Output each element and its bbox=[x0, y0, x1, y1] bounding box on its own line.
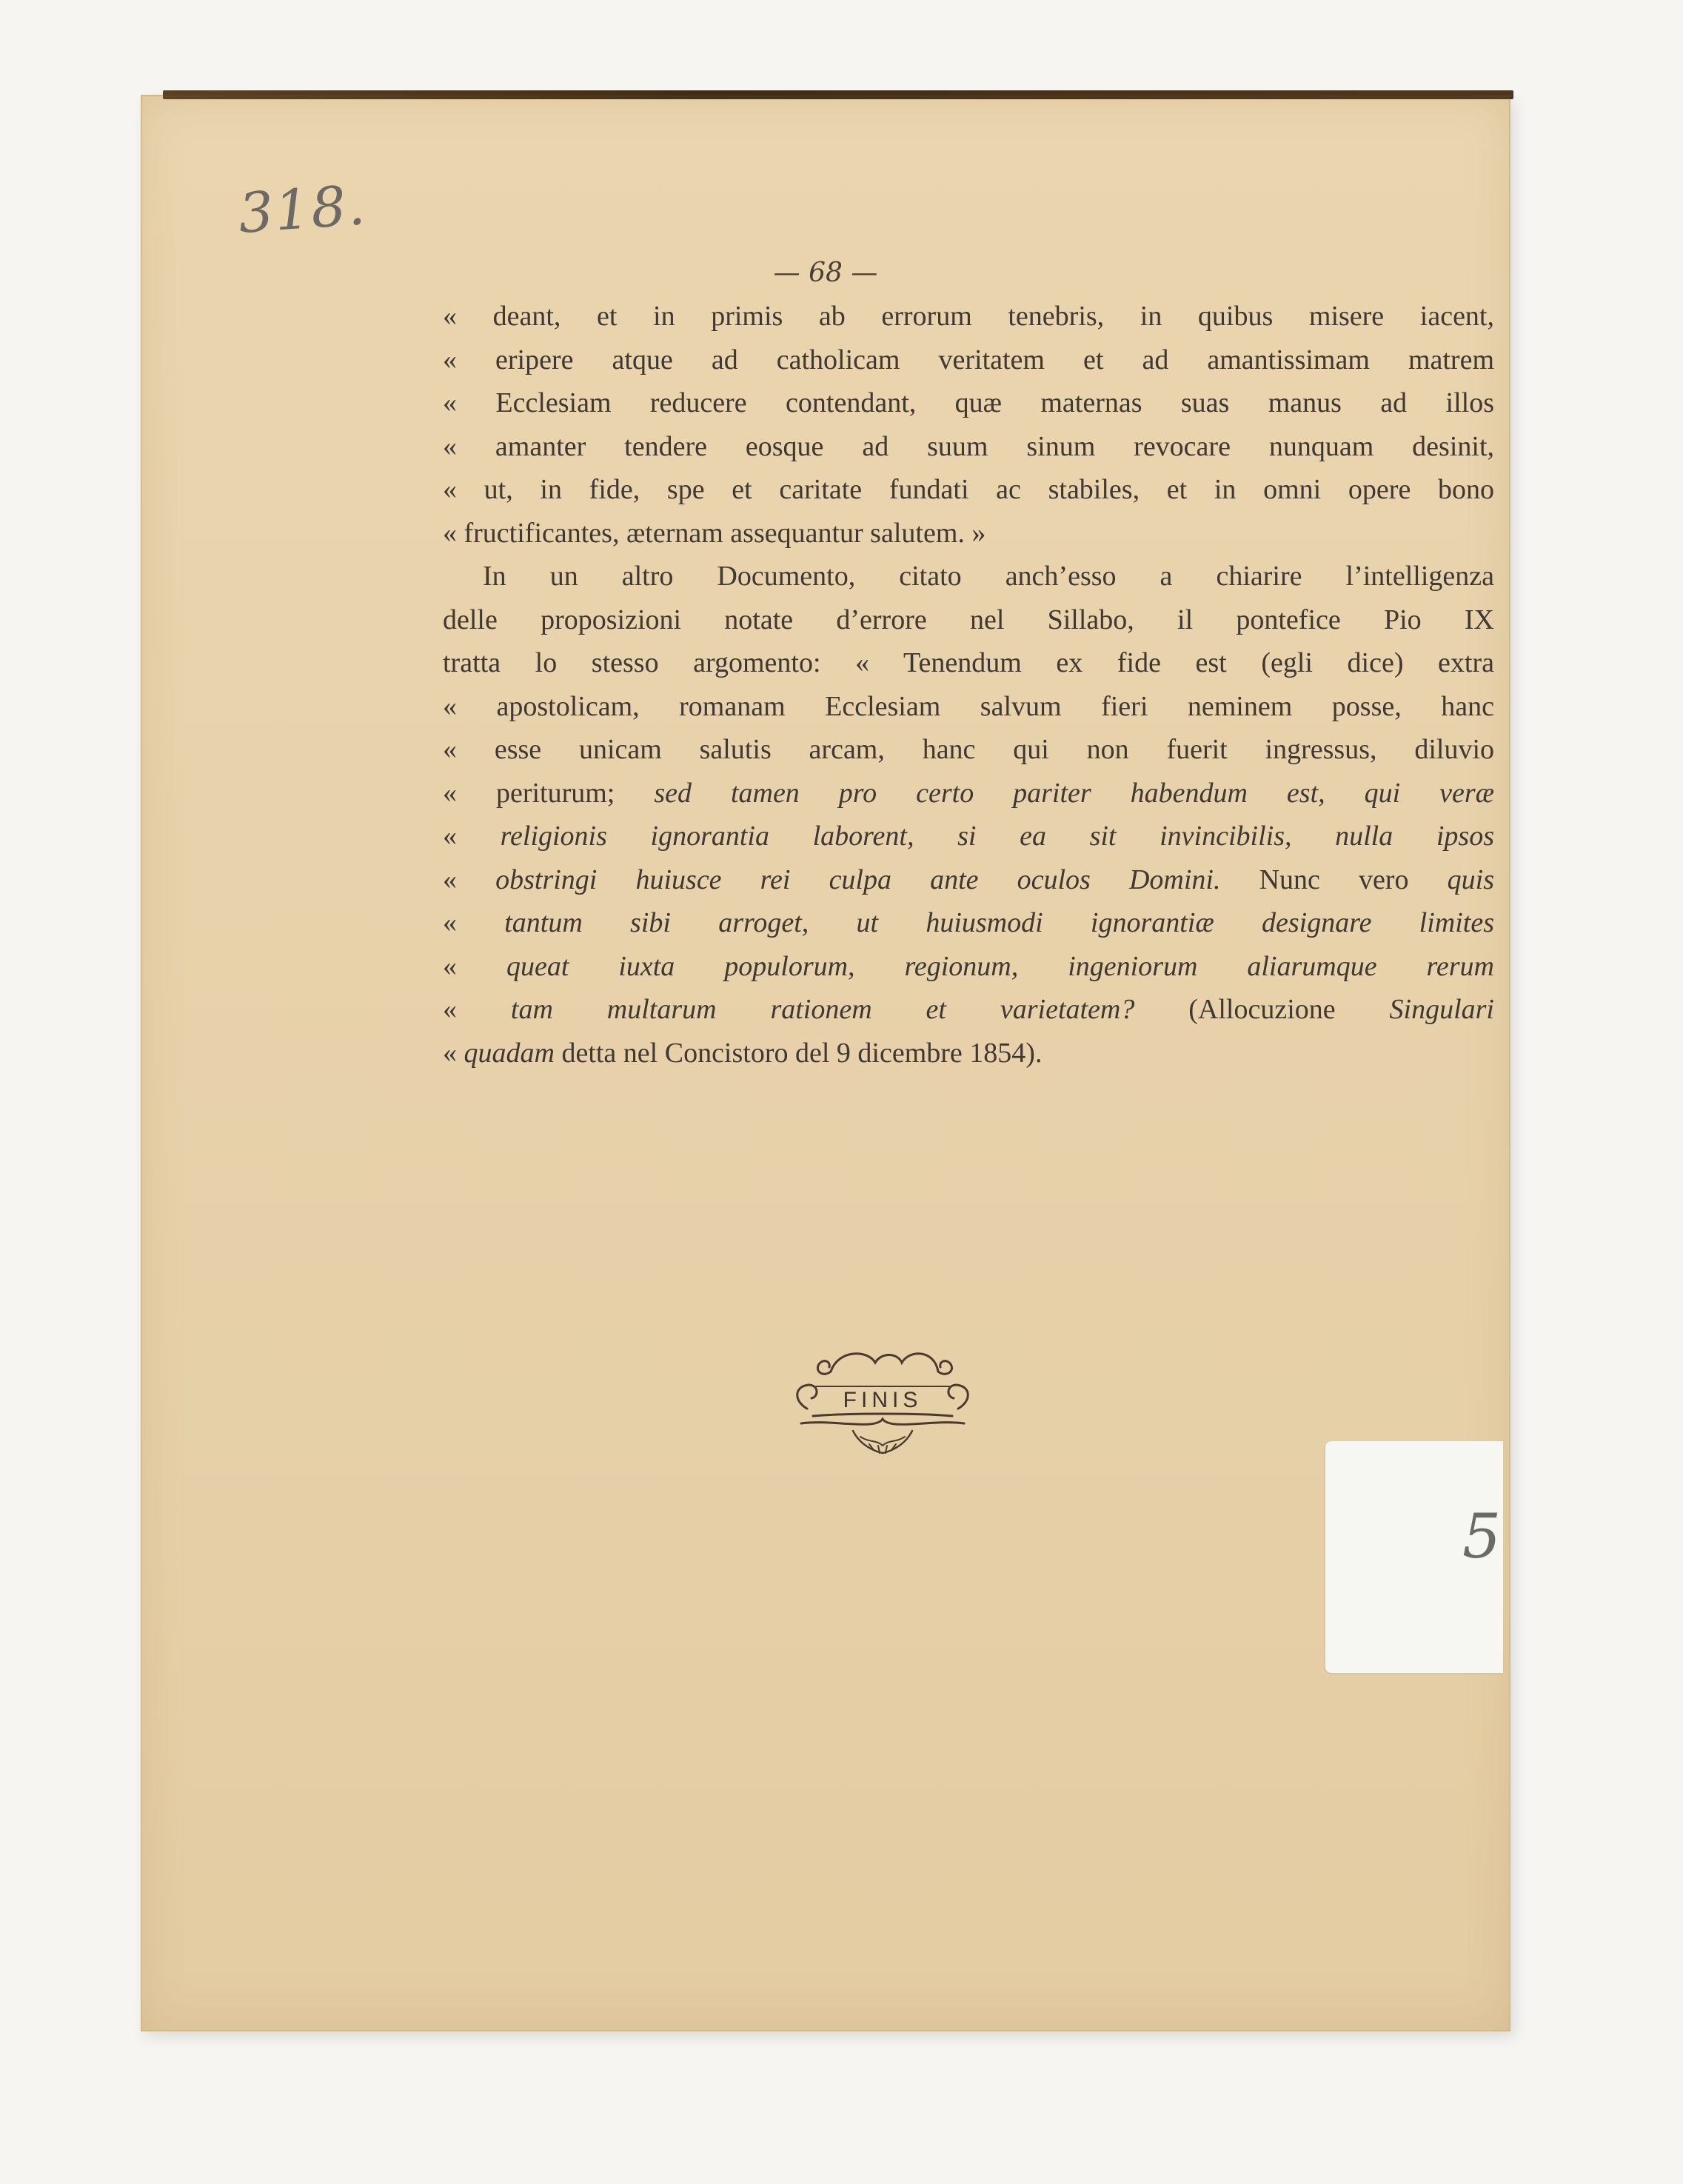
text-run: « amanter tendere eosque ad suum sinum revocare nunquam desinit, bbox=[443, 430, 1494, 462]
finis-ornament bbox=[786, 1342, 979, 1460]
italic-text-run: sed tamen pro certo pariter habendum est, qui veræ bbox=[654, 777, 1494, 809]
text-run: « ut, in fide, spe et caritate fundati ac stabiles, et in omni opere bono bbox=[443, 474, 1494, 505]
document-page bbox=[141, 95, 1510, 2031]
text-run: « bbox=[443, 1037, 464, 1069]
text-run: « deant, et in primis ab errorum tenebris, in quibus misere iacent, bbox=[443, 301, 1494, 332]
handwritten-shelf-mark: 318. bbox=[236, 173, 369, 246]
text-line bbox=[443, 685, 1494, 729]
text-line bbox=[443, 858, 1494, 902]
text-run: « eripere atque ad catholicam veritatem et ad amantissimam matrem bbox=[443, 344, 1494, 375]
text-run: « periturum; bbox=[443, 777, 655, 809]
text-run: In un altro Documento, citato anch’esso a chiarire l’intelligenza bbox=[483, 561, 1494, 592]
text-run: « bbox=[443, 907, 505, 938]
text-line bbox=[443, 555, 1494, 598]
text-line bbox=[443, 728, 1494, 772]
text-line bbox=[443, 512, 1494, 555]
text-run: « bbox=[443, 821, 501, 852]
label-number: 5 bbox=[1462, 1502, 1502, 1572]
italic-text-run: quadam bbox=[464, 1037, 555, 1069]
text-line bbox=[443, 815, 1494, 858]
finis-label: FINIS bbox=[843, 1388, 923, 1412]
text-run: Nunc vero bbox=[1220, 864, 1448, 895]
italic-text-run: tantum sibi arroget, ut huiusmodi ignorantiæ designare limites bbox=[504, 907, 1495, 938]
text-run: « apostolicam, romanam Ecclesiam salvum fieri neminem posse, hanc bbox=[443, 690, 1494, 722]
italic-text-run: tam multarum rationem et varietatem? bbox=[510, 994, 1135, 1025]
text-run: « bbox=[443, 994, 511, 1025]
italic-text-run: religionis ignorantia laborent, si ea sit invincibilis, nulla ipsos bbox=[500, 821, 1494, 852]
italic-text-run: queat iuxta populorum, regionum, ingeniorum aliarumque rerum bbox=[506, 950, 1494, 982]
text-line bbox=[443, 641, 1494, 685]
text-run: « bbox=[443, 950, 506, 982]
text-run: tratta lo stesso argomento: « Tenendum ex fide est (egli dice) extra bbox=[443, 647, 1494, 678]
italic-text-run: obstringi huiusce rei culpa ante oculos Domini. bbox=[495, 864, 1221, 895]
text-line bbox=[443, 295, 1494, 338]
text-line bbox=[443, 468, 1494, 512]
text-line bbox=[443, 945, 1494, 989]
body-text bbox=[443, 295, 1494, 1075]
page-number: — 68 — bbox=[773, 258, 878, 288]
text-run: detta nel Concistoro del 9 dicembre 1854). bbox=[554, 1037, 1043, 1069]
text-line bbox=[443, 381, 1494, 425]
italic-text-run: quis bbox=[1447, 864, 1494, 895]
text-run: « Ecclesiam reducere contendant, quæ maternas suas manus ad illos bbox=[443, 387, 1494, 418]
text-run: « esse unicam salutis arcam, hanc qui non fuerit ingressus, diluvio bbox=[443, 734, 1494, 765]
italic-text-run: Singulari bbox=[1389, 994, 1494, 1025]
text-run: « fructificantes, æternam assequantur salutem. » bbox=[443, 517, 986, 549]
text-line bbox=[443, 425, 1494, 469]
text-run: (Allocuzione bbox=[1134, 994, 1390, 1025]
text-line bbox=[443, 772, 1494, 815]
text-line bbox=[443, 988, 1494, 1032]
text-line bbox=[443, 1032, 1494, 1075]
text-line bbox=[443, 901, 1494, 945]
text-line bbox=[443, 598, 1494, 642]
text-line bbox=[443, 338, 1494, 382]
text-run: « bbox=[443, 864, 496, 895]
text-run: delle proposizioni notate d’errore nel Sillabo, il pontefice Pio IX bbox=[443, 604, 1494, 635]
